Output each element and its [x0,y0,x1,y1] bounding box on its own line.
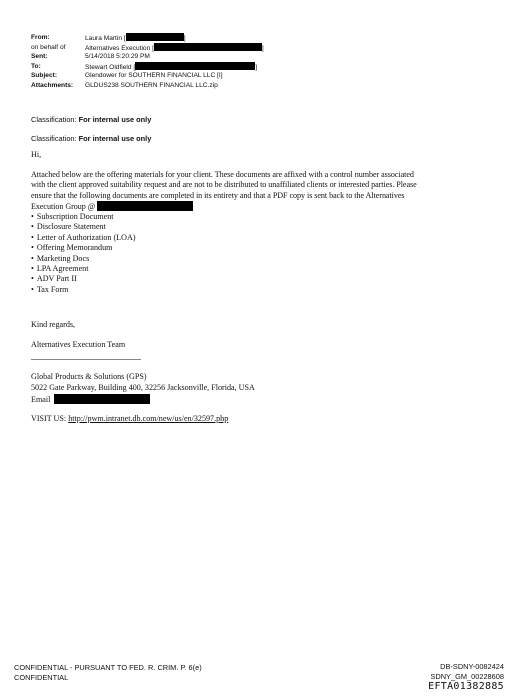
divider [31,359,141,360]
redaction-block [97,201,193,211]
list-item: • Tax Form [31,285,136,295]
closing: Kind regards, [31,320,76,329]
list-item: • Offering Memorandum [31,243,136,253]
from-label: From: [31,34,50,41]
body-paragraph [31,170,491,213]
team-name: Alternatives Execution Team [31,340,126,349]
greeting: Hi, [31,150,42,159]
to-label: To: [31,62,41,70]
sent-value: 5/14/2018 5:20:29 PM [85,53,150,60]
company-name: Global Products & Solutions (GPS) [31,372,147,381]
list-item: • ADV Part II [31,274,136,284]
confidential-notice: CONFIDENTIAL - PURSUANT TO FED. R. CRIM. P. 6(e) [14,663,202,672]
footer-right [428,662,504,691]
email-header [31,33,331,93]
visit-link[interactable]: http://pwm.intranet.db.com/new/us/en/32597.php [68,414,229,423]
attachments-link[interactable]: GLDUS238 SOUTHERN FINANCIAL LLC.zip [85,81,218,89]
to-value: Stewart Oldfield [ [85,63,136,71]
on-behalf-row: on behalf of Alternatives Execution [ ] [31,43,264,52]
paragraph-line: Attached below are the offering materials for your client. These documents are affixed with a control number associated [31,170,414,179]
email-label: Email [31,395,51,404]
classification-label: Classification: [31,115,77,124]
paragraph-line: with the client approved suitability request and are not to be distributed to unaffiliated clients or interested parties. Please [31,180,417,190]
redaction-block [54,394,150,404]
document-list [31,212,136,295]
efta-number: EFTA01382885 [428,680,504,692]
classification-line [31,115,151,124]
subject-value: Glendower for SOUTHERN FINANCIAL LLC [I] [85,72,223,79]
bates-number: SDNY_GM_00228608 [430,671,504,681]
company-address: 5022 Gate Parkway, Building 400, 32256 Jacksonville, Florida, USA [31,383,255,392]
paragraph-line: ensure that the following documents are completed in its entirety and that a PDF copy is sent back to the Alternatives [31,190,405,200]
sent-label: Sent: [31,53,48,60]
classification-label: Classification: [31,134,77,143]
subject-row [31,71,331,81]
footer-left [14,663,202,683]
from-row: From: Laura Martin [ ] [31,34,186,42]
on-behalf-value: Alternatives Execution [ [85,44,154,52]
redaction-block [135,62,255,70]
attachments-row [31,81,331,91]
list-item: • Disclosure Statement [31,222,136,232]
on-behalf-label: on behalf of [31,43,66,51]
subject-label: Subject: [31,72,58,79]
classification-value: For internal use only [78,115,152,124]
list-item: • LPA Agreement [31,264,136,274]
to-row: To: Stewart Oldfield [ ] [31,62,258,71]
sent-row [31,52,331,62]
list-item: • Subscription Document [31,212,136,222]
redaction-block [126,33,184,41]
attachments-label: Attachments: [31,81,74,89]
paragraph-line: Execution Group @ [31,202,96,212]
bates-number: DB-SDNY-0082424 [440,662,504,671]
classification-line [31,134,151,143]
list-item: • Marketing Docs [31,254,136,264]
from-value: Laura Martin [ [85,35,126,42]
confidential-label: CONFIDENTIAL [14,672,69,682]
classification-value: For internal use only [78,134,152,143]
email-row [31,394,150,405]
visit-label: VISIT US: [31,414,67,423]
list-item: • Letter of Authorization (LOA) [31,233,136,243]
redaction-block [154,43,262,51]
visit-row [31,414,228,424]
